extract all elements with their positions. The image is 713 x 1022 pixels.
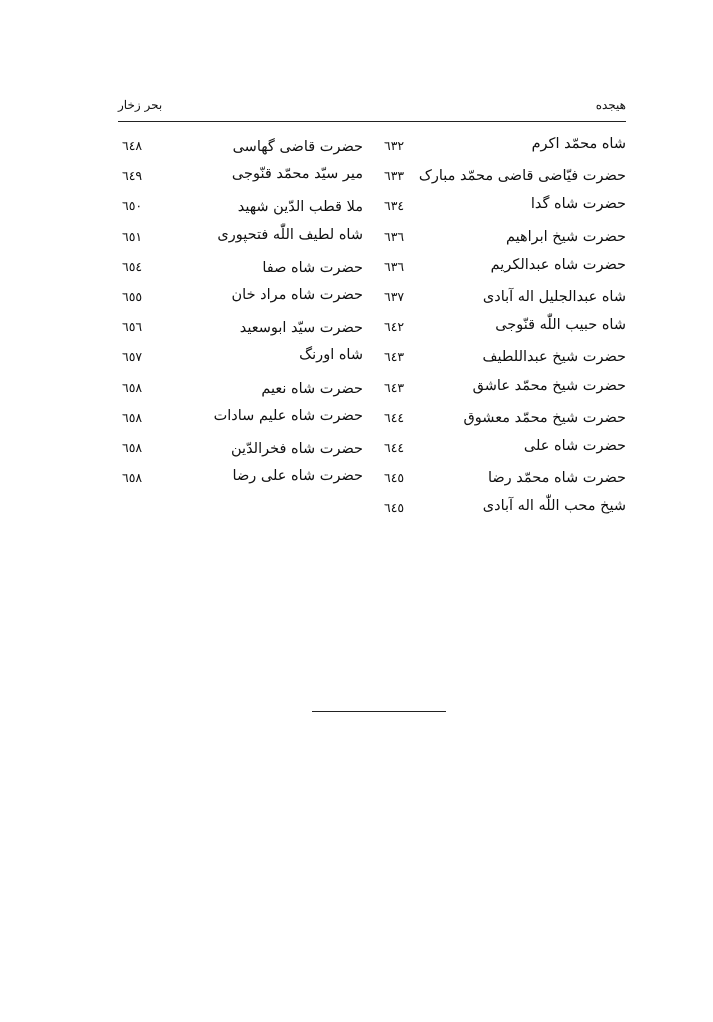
- contents-entry: [380, 190, 626, 220]
- contents-entry: [118, 372, 363, 402]
- entry-title: حضرت شاه صفا: [262, 259, 363, 276]
- contents-entry: [118, 160, 363, 190]
- entry-title: شاه لطیف اللّٰه فتحپوری: [217, 226, 363, 243]
- contents-entry: [118, 190, 363, 220]
- contents-entry: [118, 402, 363, 432]
- entry-page-number: ٦٥٨: [122, 439, 143, 455]
- contents-entry: [380, 462, 626, 492]
- entry-page-number: ٦٤٩: [122, 168, 143, 184]
- contents-entry: [380, 221, 626, 251]
- contents-entry: [118, 311, 363, 341]
- entry-title: حضرت شاه علی رضا: [232, 468, 363, 485]
- entry-page-number: ٦٣٢: [384, 138, 405, 153]
- contents-entry: [380, 160, 626, 190]
- entry-title: حضرت سیّد ابوسعید: [239, 320, 363, 337]
- entry-page-number: ٦٥١: [122, 228, 143, 244]
- entry-page-number: ٦٤٤: [384, 409, 405, 425]
- contents-entry: [380, 281, 626, 311]
- entry-page-number: ٦٤٣: [384, 379, 405, 395]
- entry-title: حضرت شیخ ابراهیم: [505, 228, 626, 245]
- entry-title: حضرت شیخ محمّد معشوق: [463, 409, 626, 426]
- entry-title: شاه حبیب اللّٰه قنّوجی: [495, 317, 626, 334]
- entry-title: شاه اورنگ: [299, 347, 363, 364]
- entry-page-number: ٦٤٥: [384, 500, 405, 516]
- contents-entry: [118, 462, 363, 492]
- entry-page-number: ٦٥٥: [122, 288, 143, 304]
- entry-page-number: ٦٤٤: [384, 439, 405, 455]
- contents-entry: [380, 251, 626, 281]
- contents-entry: [380, 341, 626, 371]
- entry-title: حضرت شاه فخرالدّین: [231, 440, 363, 457]
- entry-title: حضرت شاه علیم سادات: [213, 407, 363, 424]
- contents-entry: [118, 221, 363, 251]
- entry-page-number: ٦٣٣: [384, 168, 405, 184]
- entry-title: حضرت شاه محمّد رضا: [487, 470, 626, 487]
- contents-column-right: [380, 130, 626, 522]
- entry-title: حضرت شاه مراد خان: [231, 286, 363, 303]
- entry-page-number: ٦٣٦: [384, 258, 405, 274]
- contents-entry: [118, 432, 363, 462]
- contents-entry: [118, 341, 363, 371]
- entry-title: حضرت شیخ محمّد عاشق: [472, 377, 626, 394]
- entry-title: حضرت شاه نعیم: [261, 380, 363, 397]
- entry-page-number: ٦٥٨: [122, 409, 143, 425]
- entry-title: حضرت قاضی گهاسی: [232, 139, 363, 155]
- entry-title: میر سیّد محمّد قنّوجی: [231, 166, 363, 183]
- contents-entry: [118, 130, 363, 160]
- entry-title: شاه محمّد اکرم: [531, 136, 626, 152]
- page-number-heading: هیجده: [595, 98, 626, 112]
- entry-page-number: ٦٥٠: [122, 198, 143, 214]
- contents-entry: [380, 492, 626, 522]
- contents-entry: [380, 311, 626, 341]
- entry-page-number: ٦٥٦: [122, 319, 143, 335]
- entry-page-number: ٦٥٨: [122, 379, 143, 395]
- entry-title: حضرت شاه عبدالکریم: [490, 256, 626, 273]
- entry-title: شاه عبدالجلیل اله آبادی: [482, 288, 626, 305]
- entry-title: شیخ محب اللّٰه اله آبادی: [482, 498, 626, 515]
- entry-page-number: ٦٣٦: [384, 228, 405, 244]
- contents-entry: [380, 130, 626, 160]
- entry-page-number: ٦٤٣: [384, 349, 405, 365]
- entry-title: حضرت شاه علی: [523, 437, 626, 454]
- entry-page-number: ٦٣٤: [384, 198, 405, 214]
- entry-page-number: ٦٤٨: [122, 138, 143, 153]
- entry-page-number: ٦٤٥: [384, 470, 405, 486]
- contents-entry: [380, 372, 626, 402]
- contents-entry: [118, 251, 363, 281]
- contents-column-left: [118, 130, 363, 492]
- entry-title: حضرت شاه گدا: [530, 196, 626, 213]
- entry-page-number: ٦٥٨: [122, 470, 143, 486]
- contents-entry: [380, 402, 626, 432]
- running-title: بحر زخار: [118, 98, 163, 112]
- entry-page-number: ٦٤٢: [384, 319, 405, 335]
- entry-title: حضرت فیّاضی قاضی محمّد مبارک: [418, 168, 626, 185]
- page-header: [118, 96, 626, 118]
- entry-title: حضرت شیخ عبداللطیف: [482, 349, 626, 366]
- entry-page-number: ٦٣٧: [384, 288, 405, 304]
- footer-divider: [312, 711, 446, 712]
- entry-page-number: ٦٥٧: [122, 349, 143, 365]
- entry-page-number: ٦٥٤: [122, 258, 143, 274]
- header-divider: [118, 121, 626, 122]
- contents-entry: [118, 281, 363, 311]
- contents-entry: [380, 432, 626, 462]
- entry-title: ملا قطب الدّین شهید: [237, 199, 363, 216]
